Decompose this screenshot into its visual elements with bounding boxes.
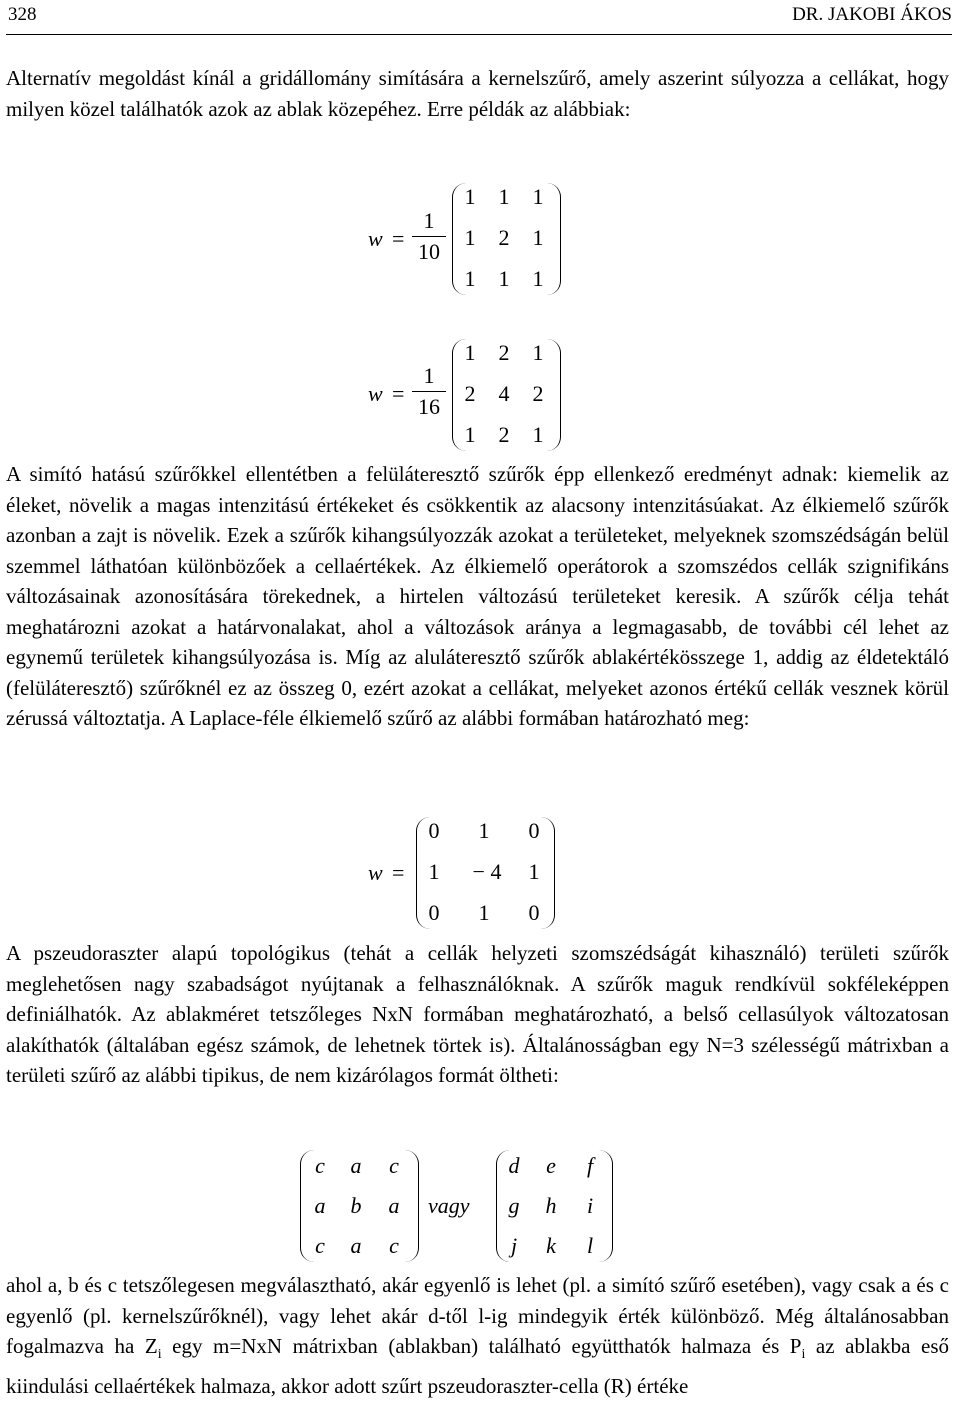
matrix-cell: i [586, 1193, 594, 1218]
paragraph-text: egy m=NxN mátrixban (ablakban) található együtthatók halmaza és P [161, 1334, 802, 1358]
matrix-cell: 0 [528, 900, 540, 925]
fraction-bar [412, 391, 446, 392]
matrix-cell: 2 [532, 381, 544, 406]
matrix-cell: 1 [498, 184, 510, 209]
matrix-cell: 1 [428, 859, 440, 884]
matrix-cell: 2 [498, 225, 510, 250]
matrix-cell: g [508, 1193, 520, 1218]
matrix-cell: 1 [464, 422, 476, 447]
running-title: DR. JAKOBI ÁKOS [792, 4, 952, 25]
matrix-cell: 1 [532, 184, 544, 209]
matrix-cell: 0 [528, 818, 540, 843]
matrix-cell: 2 [498, 340, 510, 365]
matrix-cell: 1 [478, 900, 490, 925]
page-number: 328 [8, 4, 37, 25]
matrix-cell: l [586, 1233, 594, 1258]
matrix-cell: 0 [428, 900, 440, 925]
paragraph-general-definition [6, 1270, 949, 1401]
connector-vagy: vagy [428, 1193, 470, 1218]
matrix-cell: c [389, 1233, 399, 1258]
paragraph-pseudoraster-filters: A pszeudoraszter alapú topológikus (tehát a cellák helyzeti szomszédságát kihasználó) területi szűrők meglehetősen nagy szabadságot nyújtanak a felhasználóknak. A szűrők maguk rendkívül sokféleképpen definiálhatók. Az ablakméret tetszőleges NxN formában meghatározható, a belső cellasúlyok változatosan alakíthatók (általában egész számok, de lehetnek törtek is). Általánosságban egy N=3 szélességű mátrixban a területi szűrő az alábbi tipikus, de nem kizárólagos formát öltheti: [6, 941, 949, 1087]
matrix-cell: 1 [478, 818, 490, 843]
matrix-cell: 1 [532, 225, 544, 250]
subscript-i: i [157, 1347, 162, 1363]
matrix-cell: 1 [532, 266, 544, 291]
matrix-cell: 4 [498, 381, 510, 406]
matrix-cell: 1 [498, 266, 510, 291]
matrix-cell: − 4 [472, 859, 502, 884]
paragraph-text: ahol a, b és c tetszőlegesen megválasztható, akár egyenlő is lehet (pl. a simító szűrő esetében), vagy csak a és c egyenlő (pl. kernelszűrőknél), vagy lehet akár d-től l-ig mindegyik érték különböző. Még általánosabban fogalmazva ha Z [6, 1273, 949, 1358]
eq1-numerator: 1 [423, 208, 435, 233]
matrix-cell: d [508, 1153, 520, 1178]
eq3-equals: = [392, 860, 405, 885]
eq2-equals: = [392, 381, 405, 406]
matrix-cell: a [314, 1193, 326, 1218]
page-header [6, 0, 952, 35]
matrix-cell: 1 [464, 184, 476, 209]
eq2-denominator: 16 [418, 394, 440, 419]
paragraph-text: az ablakba eső kiindulási cellaértékek halmaza, akkor adott szűrt pszeudoraszter-cella (R) értéke [6, 1334, 949, 1398]
matrix-cell: k [546, 1233, 556, 1258]
matrix-cell: 2 [464, 381, 476, 406]
matrix-cell: 1 [528, 859, 540, 884]
matrix-cell: c [315, 1233, 325, 1258]
matrix-cell: 2 [498, 422, 510, 447]
matrix-cell: 1 [464, 266, 476, 291]
matrix-cell: j [510, 1233, 518, 1258]
eq1-lhs: w [368, 226, 383, 251]
matrix-cell: 1 [464, 340, 476, 365]
eq1-denominator: 10 [418, 239, 440, 264]
matrix-cell: a [388, 1193, 400, 1218]
fraction-bar [412, 236, 446, 237]
paragraph-kernel-filter: Alternatív megoldást kínál a gridállomány simítására a kernelszűrő, amely aszerint súlyozza a cellákat, hogy milyen közel találhatók azok az ablak közepéhez. Erre példák az alábbiak: [6, 66, 949, 121]
eq1-fraction [412, 208, 446, 265]
eq2-fraction [412, 363, 446, 420]
matrix-cell: 1 [532, 340, 544, 365]
eq2-numerator: 1 [423, 363, 435, 388]
matrix-cell: 1 [464, 225, 476, 250]
matrix-cell: a [350, 1153, 362, 1178]
matrix-cell: f [586, 1153, 594, 1178]
subscript-i: i [801, 1347, 806, 1363]
matrix-cell: a [350, 1233, 362, 1258]
matrix-cell: h [545, 1193, 557, 1218]
eq2-lhs: w [368, 381, 383, 406]
matrix-cell: c [389, 1153, 399, 1178]
matrix-cell: c [315, 1153, 325, 1178]
paragraph-highpass-filter: A simító hatású szűrőkkel ellentétben a felüláteresztő szűrők épp ellenkező eredményt adnak: kiemelik az éleket, növelik a magas intenzitású értékeket és csökkentik az alacsony intenzitásúakat. Az élkiemelő szűrők azonban a zajt is növelik. Ezek a szűrők kihangsúlyozzák azokat a területeket, melyeknek szomszédságán belül szemmel láthatóan különbözőek a cellaértékek. Az élkiemelő operátorok a szomszédos cellák szignifikáns változásainak azonosítására törekednek, a hirtelen változású területeket keresik. A szűrők célja tehát meghatározni azokat a határvonalakat, ahol a változások aránya a legmagasabb, de további cél lehet az egynemű területek kihangsúlyozása is. Míg az aluláteresztő szűrők ablakértékösszege 1, addig az éldetektáló (felüláteresztő) szűrőknél ez az összeg 0, ezért azokat a cellákat, melyeket azonos értékű cellák vesznek körül zérussá változtatja. A Laplace-féle élkiemelő szűrő az alábbi formában határozható meg: [6, 462, 949, 730]
matrix-cell: 1 [532, 422, 544, 447]
matrix-cell: e [546, 1153, 556, 1178]
eq3-lhs: w [368, 860, 383, 885]
matrix-cell: 0 [428, 818, 440, 843]
eq1-equals: = [392, 226, 405, 251]
matrix-cell: b [350, 1193, 362, 1218]
